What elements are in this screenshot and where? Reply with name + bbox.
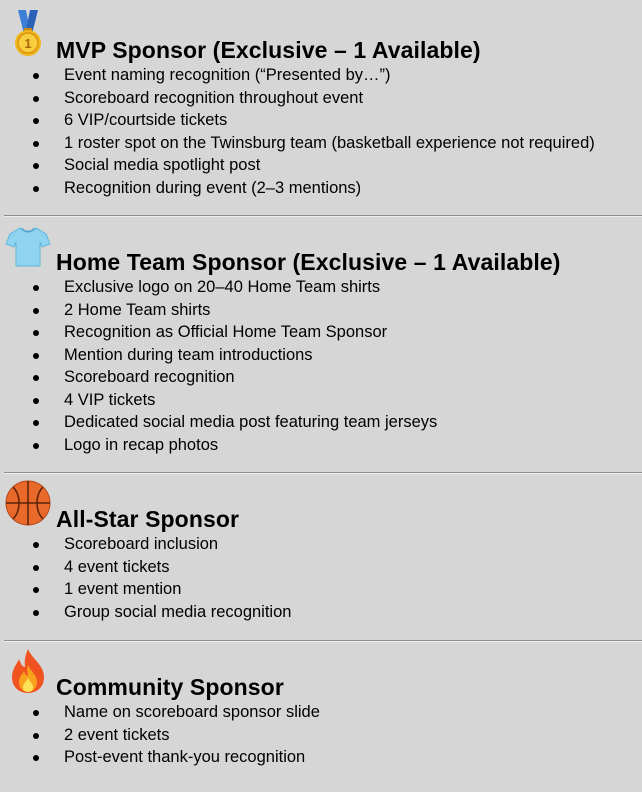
list-item: 1 roster spot on the Twinsburg team (basketball experience not required)	[0, 132, 642, 155]
list-item: 4 event tickets	[0, 556, 642, 579]
list-item: Post-event thank-you recognition	[0, 746, 642, 769]
list-item: Recognition as Official Home Team Sponsor	[0, 321, 642, 344]
fire-icon	[4, 647, 52, 695]
list-item: Dedicated social media post featuring team jerseys	[0, 411, 642, 434]
section-divider	[4, 640, 642, 641]
list-item: 1 event mention	[0, 578, 642, 601]
tier-header	[0, 661, 642, 701]
list-item: Logo in recap photos	[0, 434, 642, 457]
tier-header	[0, 493, 642, 533]
list-item: Recognition during event (2–3 mentions)	[0, 177, 642, 200]
list-item: Exclusive logo on 20–40 Home Team shirts	[0, 276, 642, 299]
list-item: Scoreboard recognition throughout event	[0, 87, 642, 110]
tier-header	[0, 24, 642, 64]
list-item: Social media spotlight post	[0, 154, 642, 177]
section-divider	[4, 215, 642, 216]
tier-all-star	[0, 493, 642, 623]
benefit-list	[0, 276, 642, 456]
tier-mvp	[0, 24, 642, 199]
list-item: Group social media recognition	[0, 601, 642, 624]
tier-title: Community Sponsor	[56, 674, 284, 700]
tier-title: Home Team Sponsor (Exclusive – 1 Available)	[56, 249, 561, 275]
tier-title: All-Star Sponsor	[56, 506, 240, 532]
tier-home-team	[0, 236, 642, 456]
benefit-list	[0, 533, 642, 623]
list-item: Scoreboard inclusion	[0, 533, 642, 556]
list-item: Mention during team introductions	[0, 344, 642, 367]
list-item: 6 VIP/courtside tickets	[0, 109, 642, 132]
list-item: 4 VIP tickets	[0, 389, 642, 412]
benefit-list	[0, 701, 642, 769]
list-item: Name on scoreboard sponsor slide	[0, 701, 642, 724]
svg-text:1: 1	[24, 36, 32, 51]
tier-title: MVP Sponsor (Exclusive – 1 Available)	[56, 37, 481, 63]
medal-icon	[4, 10, 52, 58]
list-item: 2 event tickets	[0, 724, 642, 747]
tier-header	[0, 236, 642, 276]
list-item: Scoreboard recognition	[0, 366, 642, 389]
tshirt-icon	[4, 222, 52, 270]
list-item: 2 Home Team shirts	[0, 299, 642, 322]
section-divider	[4, 472, 642, 473]
list-item: Event naming recognition (“Presented by…”)	[0, 64, 642, 87]
basketball-icon	[4, 479, 52, 527]
benefit-list	[0, 64, 642, 199]
tier-community	[0, 661, 642, 769]
